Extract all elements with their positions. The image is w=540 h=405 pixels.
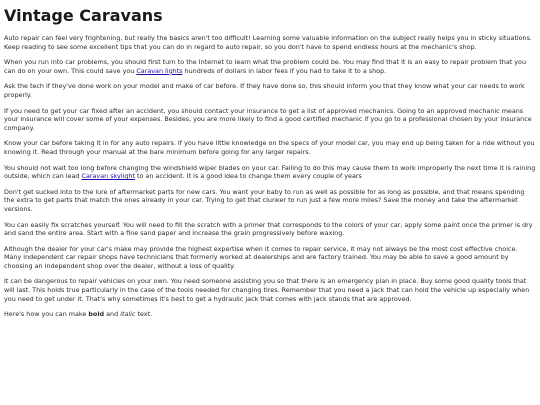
paragraph-intro: Auto repair can feel very frightening, but really the basics aren't too difficult! Learning some valuable information on the subject really helps you in sticky situations. Keep reading to see some excellent tips that you can do in regard to auto repair, so you don't have to spend endless hours at the mechanic's shop. — [4, 34, 532, 51]
paragraph-text: When you run into car problems, you should first turn to the Internet to learn what the problem could be. You may find that it is an easy to repair problem that you can do on your own. This could save you — [4, 58, 527, 75]
paragraph-text: text. — [135, 310, 153, 319]
italic-text: italic — [120, 310, 136, 319]
paragraph-text: hundreds of dollars in labor fees if you had to take it to a shop. — [182, 66, 387, 75]
paragraph-dealer: Although the dealer for your car's make may provide the highest expertise when it comes to repair service, it may not always be the most cost effective choice. Many independent car repair shops have technicians that formerly worked at dealerships and are factory trained. You may be able to save a good amount by choosing an independent shop over the dealer, without a loss of quality. — [4, 244, 518, 270]
paragraph-insurance: If you need to get your car fixed after an accident, you should contact your insurance to get a list of approved mechanics. Going to an approved mechanic means your insurance will cover some of your expenses. Besides, you are more likely to find a good certified mechanic if you go to a professional chosen by your insurance company. — [4, 106, 532, 132]
paragraph-wipers — [4, 164, 536, 181]
paragraph-text: to an accident. It is a good idea to change them every couple of years — [134, 172, 362, 181]
paragraph-dangerous: It can be dangerous to repair vehicles on your own. You need someone assisting you so that there is an emergency plan in place. Buy some good quality tools that will last. This holds true particularly in the case of the tools needed for changing tires. Remember that you need a jack that can hold the vehicle up especially when you need to get under it. That's why sometimes it's best to get a hydraulic jack that comes with jack stands that are approved. — [4, 277, 530, 303]
paragraph-text: and — [104, 310, 121, 319]
paragraph-aftermarket: Don't get sucked into to the lure of aftermarket parts for new cars. You want your baby to run as well as possible for as long as possible, and that means spending the extra to get parts that match the ones already in your car. Trying to get that clunker to run just a few more miles? Save the money and take the aftermarket versions. — [4, 187, 525, 213]
caravan-skylight-link[interactable]: Caravan skylight — [81, 172, 135, 181]
paragraph-know-car: Know your car before taking it in for any auto repairs. If you have little knowledge on the specs of your model car, you may end up being taken for a ride without you knowing it. Read through your manual at the bare minimum before going for any larger repairs. — [4, 139, 535, 156]
page-title: Vintage Caravans — [4, 6, 163, 25]
paragraph-text: You should not wait too long before changing the windshield wiper blades on your car. Failing to do this may cause them to work improperly the next time it is raining outside, which can lead — [4, 163, 536, 181]
paragraph-scratches: You can easily fix scratches yourself. You will need to fill the scratch with a primer that corresponds to the colors of your car, apply some paint once the primer is dry and sand the entire area. Start with a fine sand paper and increase the grain progressively before waxing. — [4, 220, 533, 238]
paragraph-text: Here's how you can make — [4, 310, 89, 319]
bold-text: bold — [88, 310, 105, 319]
caravan-lights-link[interactable]: Caravan lights — [136, 66, 183, 75]
paragraph-final — [4, 310, 536, 319]
paragraph-tech: Ask the tech if they've done work on your model and make of car before. If they have done so, this should inform you that they know what your car needs to work properly. — [4, 82, 525, 99]
paragraph-internet — [4, 58, 536, 75]
